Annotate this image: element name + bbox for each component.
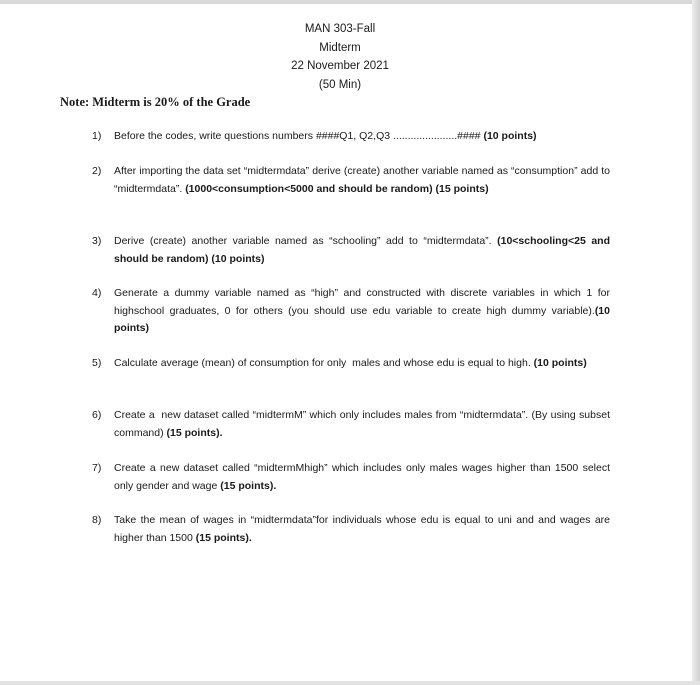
- question-points: (10 points): [114, 304, 613, 334]
- question-number: 3): [92, 235, 102, 247]
- course-title: MAN 303-Fall: [304, 23, 376, 35]
- page-edge-top: [0, 0, 700, 4]
- exam-title: Midterm: [319, 41, 361, 54]
- exam-date: 22 November 2021: [291, 60, 389, 72]
- question-number: 6): [92, 409, 102, 421]
- question-points: (10 points): [483, 130, 537, 142]
- question-number: 5): [92, 357, 102, 369]
- question-points: (10 points): [533, 357, 587, 369]
- question-text: [114, 355, 610, 373]
- question-number: 4): [92, 287, 102, 299]
- exam-header: [0, 20, 680, 94]
- question-1: [92, 128, 610, 146]
- question-number: 8): [92, 514, 102, 526]
- question-3: [92, 233, 613, 268]
- question-body: After importing the data set “midtermdata” derive (create) another variable named as “consumption” add to “midtermdata”.: [114, 165, 613, 195]
- question-5: [92, 355, 610, 373]
- question-8: [92, 512, 613, 547]
- question-body: Generate a dummy variable named as “high” and constructed with discrete variables in which 1 for highschool graduates, 0 for others (you should use edu variable to create high dummy variable).: [114, 287, 613, 317]
- question-4: [92, 285, 613, 338]
- question-body: Before the codes, write questions numbers ####Q1, Q2,Q3 ......................####: [114, 130, 484, 142]
- question-number: 1): [92, 130, 102, 142]
- question-number: 2): [92, 165, 102, 177]
- question-points: (15 points).: [220, 479, 277, 492]
- question-body: Take the mean of wages in “midtermdata”for individuals whose edu is equal to uni and and wages are higher than 1500: [114, 514, 613, 544]
- question-2: [92, 163, 613, 198]
- question-text: [114, 512, 613, 547]
- question-body: Calculate average (mean) of consumption for only males and whose edu is equal to high.: [114, 357, 534, 369]
- question-body: Derive (create) another variable named as “schooling” add to “midtermdata”.: [114, 235, 498, 247]
- question-body: Create a new dataset called “midtermM” which only includes males from “midtermdata”. (By using subset command): [114, 409, 613, 439]
- question-points: (15 points).: [195, 531, 252, 544]
- question-points: (15 points).: [166, 426, 223, 439]
- question-text: [114, 128, 610, 146]
- question-text: [114, 285, 613, 338]
- question-text: [114, 163, 613, 198]
- question-text: [114, 407, 613, 442]
- question-body: Create a new dataset called “midtermMhigh” which includes only males wages higher than 1500 select only gender and wage: [114, 462, 613, 492]
- question-6: [92, 407, 613, 442]
- grade-note: Note: Midterm is 20% of the Grade: [60, 95, 251, 109]
- question-text: [114, 233, 613, 268]
- question-number: 7): [92, 462, 102, 474]
- question-points: (10<schooling<25 and should be random) (10 points): [114, 235, 613, 265]
- page-edge-bottom: [0, 681, 700, 685]
- question-7: [92, 460, 613, 495]
- question-text: [114, 460, 613, 495]
- exam-duration: (50 Min): [318, 78, 362, 91]
- question-points: (1000<consumption<5000 and should be random) (15 points): [185, 182, 489, 195]
- page-edge-right: [692, 0, 700, 685]
